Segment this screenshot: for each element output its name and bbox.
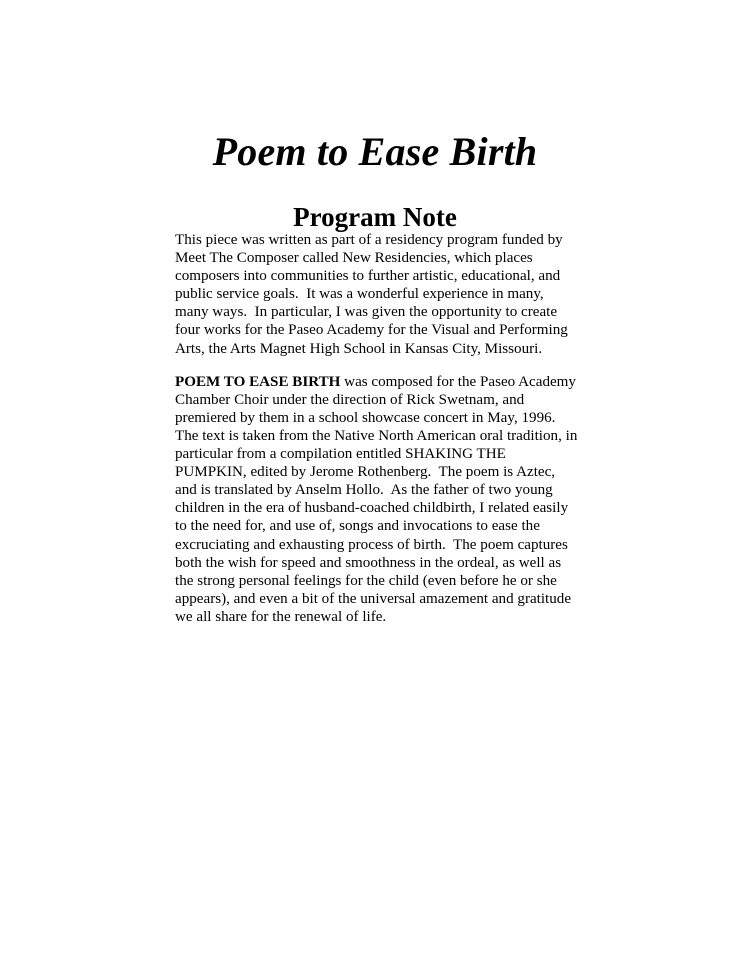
- paragraph-1: [175, 231, 580, 358]
- page-subtitle: Program Note: [293, 202, 457, 233]
- page-title: Poem to Ease Birth: [212, 128, 538, 174]
- paragraph-1-text: This piece was written as part of a residency program funded by Meet The Composer called New Residencies, which places composers into communities to further artistic, educational, and public service goals. It was a wonderful experience in many, many ways. In particular, I was given the opportunity to create four works for the Paseo Academy for the Visual and Performing Arts, the Arts Magnet High School in Kansas City, Missouri.: [175, 232, 571, 357]
- paragraph-2-lead: POEM TO EASE BIRTH: [175, 373, 341, 390]
- body-text-block: [175, 231, 580, 626]
- paragraph-2: [175, 373, 580, 626]
- paragraph-2-text: was composed for the Paseo Academy Chamber Choir under the direction of Rick Swetnam, and premiered by them in a school showcase concert in May, 1996. The text is taken from the Native North American oral tradition, in particular from a compilation entitled SHAKING THE PUMPKIN, edited by Jerome Rothenberg. The poem is Aztec, and is translated by Anselm Hollo. As the father of two young children in the era of husband-coached childbirth, I related easily to the need for, and use of, songs and invocations to ease the excruciating and exhausting process of birth. The poem captures both the wish for speed and smoothness in the ordeal, as well as the strong personal feelings for the child (even before he or she appears), and even a bit of the universal amazement and gratitude we all share for the renewal of life.: [175, 373, 582, 625]
